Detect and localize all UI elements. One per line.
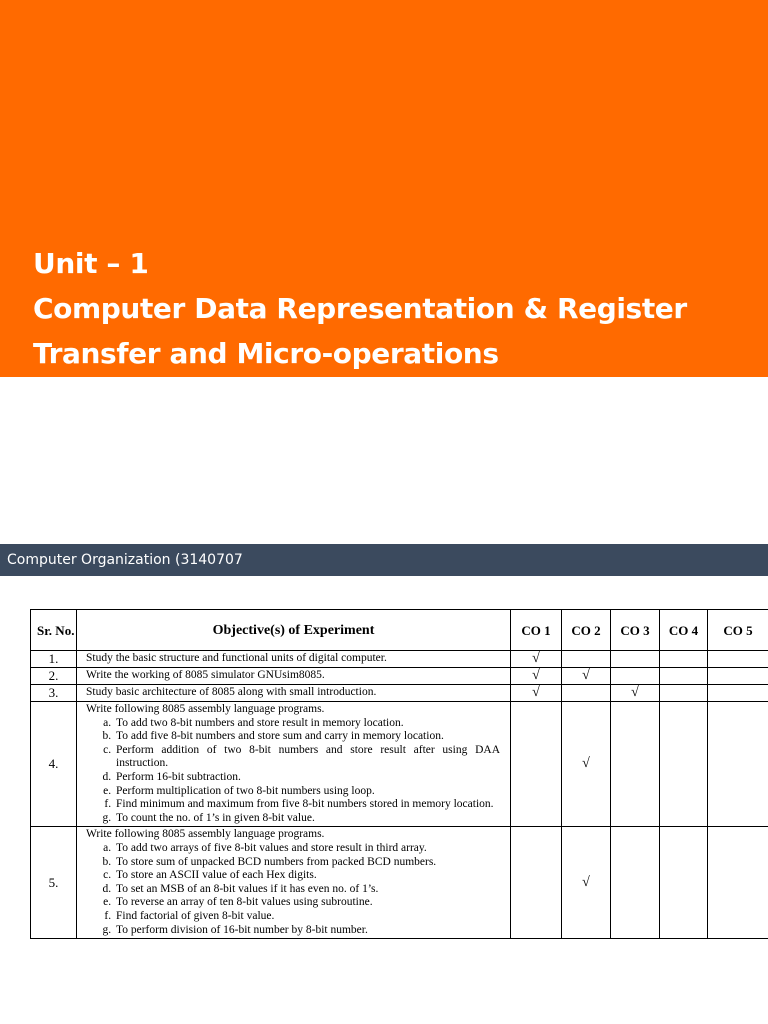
row-sr-no: 4. [31, 702, 77, 827]
co-3-cell [611, 651, 660, 668]
program-list-item: f. Find minimum and maximum from five 8-bit numbers stored in memory location. [114, 798, 500, 812]
table-row [31, 668, 768, 685]
co-4-cell [660, 685, 708, 702]
header-sr-no: Sr. No. [31, 610, 77, 651]
row-sr-no: 3. [31, 685, 77, 702]
co-2-cell [562, 827, 611, 939]
header-co-3: CO 3 [611, 610, 660, 651]
objective-text: Study the basic structure and functional units of digital computer. [86, 652, 387, 665]
co-5-cell [708, 827, 768, 939]
title-line-topic-2: Transfer and Micro-operations [33, 337, 499, 370]
co-3-cell [611, 668, 660, 685]
program-list-item: e. Perform multiplication of two 8-bit numbers using loop. [114, 785, 500, 799]
course-bar [0, 544, 768, 576]
co-1-cell [511, 685, 562, 702]
program-list-item: c. To store an ASCII value of each Hex digits. [114, 869, 500, 883]
co-4-cell [660, 827, 708, 939]
co-4-cell [660, 702, 708, 827]
co-2-cell [562, 651, 611, 668]
objective-text: Write the working of 8085 simulator GNUsim8085. [86, 669, 325, 682]
slide-title [33, 241, 753, 376]
program-list-item: d. To set an MSB of an 8-bit values if it has even no. of 1’s. [114, 883, 500, 897]
row-objective [77, 668, 511, 685]
co-3-cell [611, 702, 660, 827]
table-row [31, 685, 768, 702]
course-title: Computer Organization (3140707 [7, 552, 243, 568]
check-mark-icon: √ [582, 874, 590, 890]
row-sr-no: 2. [31, 668, 77, 685]
program-list-item: d. Perform 16-bit subtraction. [114, 771, 500, 785]
row-objective [77, 827, 511, 939]
row-objective [77, 702, 511, 827]
co-5-cell [708, 668, 768, 685]
table-row [31, 827, 768, 939]
header-co-4: CO 4 [660, 610, 708, 651]
row-objective [77, 685, 511, 702]
experiment-table-image [30, 609, 768, 1024]
check-mark-icon: √ [582, 756, 590, 772]
co-5-cell [708, 651, 768, 668]
co-1-cell [511, 702, 562, 827]
program-list-item: c. Perform addition of two 8-bit numbers and store result after using DAA instruction. [114, 744, 500, 771]
program-list-item: b. To store sum of unpacked BCD numbers from packed BCD numbers. [114, 856, 500, 870]
check-mark-icon: √ [532, 651, 540, 666]
program-list-item: g. To perform division of 16-bit number by 8-bit number. [114, 924, 500, 938]
co-5-cell [708, 685, 768, 702]
objective-text: Write following 8085 assembly language programs. [86, 828, 325, 841]
title-line-topic-1: Computer Data Representation & Register [33, 292, 687, 325]
title-banner [0, 0, 768, 377]
program-list [86, 717, 500, 826]
header-co-1: CO 1 [511, 610, 562, 651]
program-list-item: e. To reverse an array of ten 8-bit values using subroutine. [114, 896, 500, 910]
co-1-cell [511, 827, 562, 939]
co-3-cell [611, 827, 660, 939]
co-5-cell [708, 702, 768, 827]
program-list-item: b. To add five 8-bit numbers and store sum and carry in memory location. [114, 730, 500, 744]
header-co-2: CO 2 [562, 610, 611, 651]
experiment-table [30, 609, 768, 939]
co-1-cell [511, 651, 562, 668]
title-line-unit: Unit – 1 [33, 247, 149, 280]
row-sr-no: 1. [31, 651, 77, 668]
co-4-cell [660, 651, 708, 668]
program-list [86, 842, 500, 937]
table-row [31, 702, 768, 827]
check-mark-icon: √ [582, 668, 590, 683]
co-4-cell [660, 668, 708, 685]
row-sr-no: 5. [31, 827, 77, 939]
row-objective [77, 651, 511, 668]
objective-text: Write following 8085 assembly language programs. [86, 703, 325, 715]
co-2-cell [562, 685, 611, 702]
header-objective: Objective(s) of Experiment [77, 610, 511, 651]
co-1-cell [511, 668, 562, 685]
program-list-item: g. To count the no. of 1’s in given 8-bit value. [114, 812, 500, 826]
co-3-cell [611, 685, 660, 702]
check-mark-icon: √ [532, 685, 540, 700]
header-co-5: CO 5 [708, 610, 768, 651]
program-list-item: a. To add two 8-bit numbers and store result in memory location. [114, 717, 500, 731]
check-mark-icon: √ [532, 668, 540, 683]
program-list-item: f. Find factorial of given 8-bit value. [114, 910, 500, 924]
program-list-item: a. To add two arrays of five 8-bit values and store result in third array. [114, 842, 500, 856]
co-2-cell [562, 668, 611, 685]
check-mark-icon: √ [631, 685, 639, 700]
co-2-cell [562, 702, 611, 827]
objective-text: Study basic architecture of 8085 along with small introduction. [86, 686, 377, 699]
table-row [31, 651, 768, 668]
table-header-row [31, 610, 768, 651]
